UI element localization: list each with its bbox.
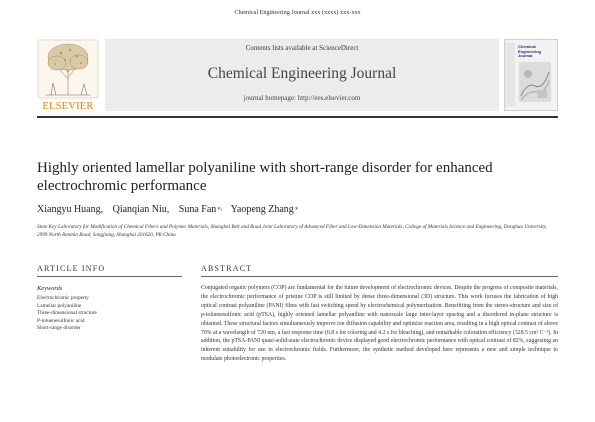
keyword-item[interactable]: Electrochromic property — [37, 295, 89, 301]
cover-artwork-icon — [519, 62, 551, 102]
article-info-rule — [37, 276, 182, 277]
journal-title[interactable]: Chemical Engineering Journal — [207, 65, 397, 82]
elsevier-wordmark: ELSEVIER — [42, 101, 94, 112]
corresponding-author-mark[interactable]: ⁎ — [294, 204, 299, 212]
elsevier-logo[interactable] — [37, 39, 99, 113]
article-title: Highly oriented lamellar polyaniline with short-range disorder for enhanced electrochromic performance — [37, 160, 493, 194]
abstract-rule — [201, 276, 558, 277]
cover-title — [518, 45, 554, 59]
journal-banner — [105, 39, 499, 111]
author-list — [37, 204, 557, 215]
article-info-heading: ARTICLE INFO — [37, 264, 106, 273]
journal-cover-thumbnail[interactable] — [504, 39, 558, 111]
abstract-text: Conjugated organic polymers (COP) are fundamental for the future development of electrochromic devices. Despite the progress of composite materials, the electrochromic performance of pristine COP is still limited by dense three-dimensional (3D) structure. This work focuses the fabrication of high optical contrast polyaniline (PANI) films with fast switching speed by electrochemical polymerization. Benefitting from the stereo-structure and size of p-toluenesulfonic acid (pTSA), highly oriented lamellar polyaniline with nanoscale large inter-layer spacing and a disordered in-plane structure is obtained. These structural factors simultaneously improve ion diffusion capability and optimize reaction area, resulting in a high optical contrast of above 70% at a wavelength of 720 nm, a fast response time (0.8 s for coloring and 4.2 s for bleaching), and remarkable coloration efficiency (328.5 cm² C⁻¹). In addition, the pTSA-PANI quasi-solid-state electrochromic device displayed good electrochromic performance with optical contrast of 82%, suggesting an inherent suitability for use in electrochromic fields. Furthermore, the synthetic method developed here represents a new and simple technique to modulate photoelectronic properties. — [201, 285, 558, 363]
keyword-item[interactable]: Three-dimensional structure — [37, 310, 97, 316]
author-name[interactable]: Yaopeng Zhang — [230, 204, 294, 215]
author-name[interactable]: Suna Fan — [178, 204, 217, 215]
contents-note[interactable]: Contents lists available at ScienceDirect — [245, 44, 359, 52]
cover-title-line: Journal — [518, 53, 533, 58]
keyword-item[interactable]: Lamellar polyaniline — [37, 302, 82, 309]
keyword-item[interactable]: Short-range disorder — [37, 325, 81, 331]
keyword-list — [37, 295, 177, 333]
tree-logo-icon — [37, 39, 99, 99]
header-rule — [37, 116, 558, 118]
author-name[interactable]: Xiangyu Huang, — [37, 204, 104, 215]
corresponding-author-mark[interactable]: ⁎, — [217, 204, 223, 212]
cover-band — [505, 43, 515, 107]
journal-homepage[interactable]: journal homepage: http://ees.elsevier.com — [243, 94, 361, 102]
keyword-item[interactable]: P-toluenesulfonic acid — [37, 317, 85, 324]
author-affiliation: State Key Laboratory for Modification of Chemical Fibers and Polymer Materials, Shanghai Belt and Road Joint Laboratory of Advanced Fiber and Low-Dimension Materials, College of Materials Science and Engineering, Donghua University, 2999 North Renmin Road, Songjiang, Shanghai 201620, PR China — [37, 224, 547, 238]
keywords-heading: Keywords — [37, 285, 63, 292]
journal-masthead — [37, 39, 558, 113]
running-header: Chemical Engineering Journal xxx (xxxx) xxx-xxx — [234, 9, 361, 16]
cover-title-line: Chemical — [518, 44, 536, 49]
abstract-heading: ABSTRACT — [201, 264, 253, 273]
cover-title-line: Engineering — [518, 48, 542, 54]
author-name[interactable]: Qianqian Niu, — [112, 204, 170, 215]
